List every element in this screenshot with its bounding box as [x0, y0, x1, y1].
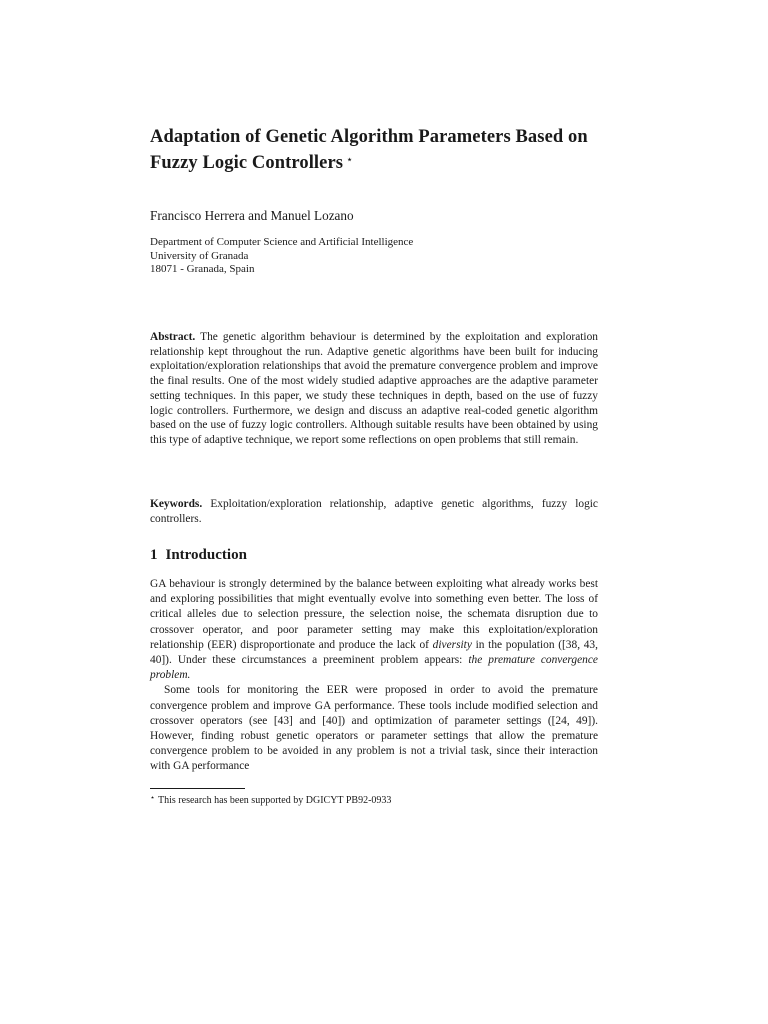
title-text: Adaptation of Genetic Algorithm Parameters Based on Fuzzy Logic Controllers	[150, 127, 588, 173]
section-number: 1	[150, 547, 158, 563]
affiliation	[150, 236, 413, 277]
paper-page	[150, 0, 598, 1024]
paper-title	[150, 126, 598, 174]
keywords	[150, 497, 598, 526]
affiliation-university: University of Granada	[150, 249, 249, 262]
abstract-label: Abstract.	[150, 331, 196, 343]
abstract-text: The genetic algorithm behaviour is determined by the exploitation and exploration relationship kept throughout the run. Adaptive genetic algorithms have been built for inducing exploitation/exploration relationships that avoid the premature convergence problem and improve the final results. One of the most widely studied adaptive approaches are the adaptive parameter setting techniques. In this paper, we study these techniques in depth, based on the use of fuzzy logic controllers. Furthermore, we design and discuss an adaptive real-coded genetic algorithm based on the use of fuzzy logic controllers. Although suitable results have been obtained by using this type of adaptive technique, we report some reflections on open problems that still remain.	[150, 331, 598, 446]
footnote	[150, 791, 391, 807]
keywords-text: Exploitation/exploration relationship, adaptive genetic algorithms, fuzzy logic controllers.	[150, 498, 598, 525]
intro-p1-emphasis-diversity: diversity	[432, 638, 472, 651]
intro-p1-emphasis-problem: the premature convergence problem.	[150, 654, 598, 682]
keywords-label: Keywords.	[150, 498, 203, 510]
affiliation-department: Department of Computer Science and Artificial Intelligence	[150, 236, 414, 248]
footnote-mark: ⋆	[150, 793, 156, 802]
section-heading	[150, 546, 247, 564]
intro-paragraph-2: Some tools for monitoring the EER were proposed in order to avoid the premature convergence problem and improve GA performance. These tools include modified selection and crossover operators (see [43] and [40]) and optimization of parameter settings ([24, 49]). However, finding robust genetic operators or parameter settings that allow the premature convergence problem to be avoided in any problem is not a trivial task, since their interaction with GA performance	[150, 684, 598, 773]
intro-p1-text-b: in the population ([38, 43, 40]). Under these circumstances a preeminent problem appears:	[150, 638, 598, 667]
intro-paragraph-1	[150, 577, 598, 683]
abstract	[150, 330, 598, 448]
footnote-rule	[150, 788, 245, 789]
introduction-body	[150, 577, 598, 775]
title-footnote-mark: ⋆	[346, 153, 354, 166]
intro-p1-text-a: GA behaviour is strongly determined by the balance between exploiting what already works best and exploring possibilities that might eventually evolve into something even better. The loss of critical alleles due to selection pressure, the selection noise, the schemata disruption due to crossover operator, and poor parameter setting may make this exploitation/exploration relationship (EER) disproportionate and produce the lack of	[150, 578, 598, 651]
affiliation-address: 18071 - Granada, Spain	[150, 263, 255, 275]
footnote-text: This research has been supported by DGICYT PB92-0933	[158, 795, 392, 806]
authors: Francisco Herrera and Manuel Lozano	[150, 208, 354, 223]
section-title: Introduction	[165, 547, 247, 563]
